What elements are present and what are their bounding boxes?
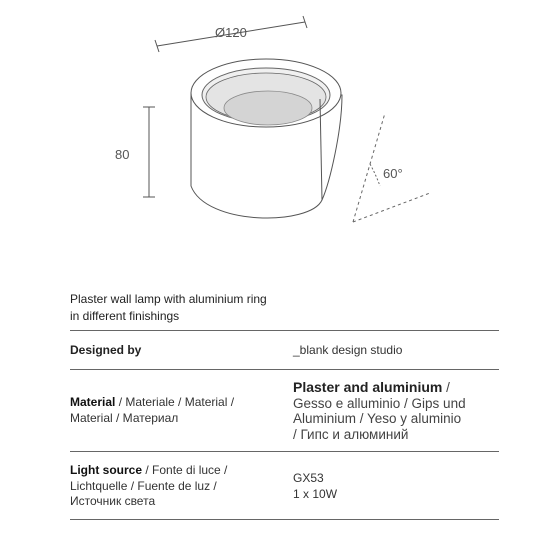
height-label: 80: [115, 147, 130, 162]
table-rule-top: [70, 330, 499, 331]
lamp-body: [191, 59, 342, 218]
table-rule-3: [70, 451, 499, 452]
description-line-1: Plaster wall lamp with aluminium ring: [70, 292, 267, 306]
height-dimension: [143, 107, 155, 197]
lamp-technical-drawing: [0, 0, 550, 270]
designed-by-value: _blank design studio: [293, 343, 403, 357]
table-rule-bottom: [70, 519, 499, 520]
light-source-value: GX53 1 x 10W: [293, 471, 338, 501]
product-description: [70, 291, 370, 325]
light-source-label: Light source / Fonte di luce / Lichtquelle / Fuente de luz / Источник света: [70, 463, 228, 508]
diameter-label: Ø120: [215, 25, 247, 40]
angle-label: 60°: [383, 166, 403, 181]
material-value: Plaster and aluminium / Gesso e alluminio / Gips und Aluminium / Yeso y aluminio / Гипс и алюминий: [293, 379, 466, 442]
designed-by-label: Designed by: [70, 343, 142, 357]
table-rule-2: [70, 369, 499, 370]
material-label: Material / Materiale / Material / Material / Материал: [70, 395, 235, 425]
description-line-2: in different finishings: [70, 309, 180, 323]
